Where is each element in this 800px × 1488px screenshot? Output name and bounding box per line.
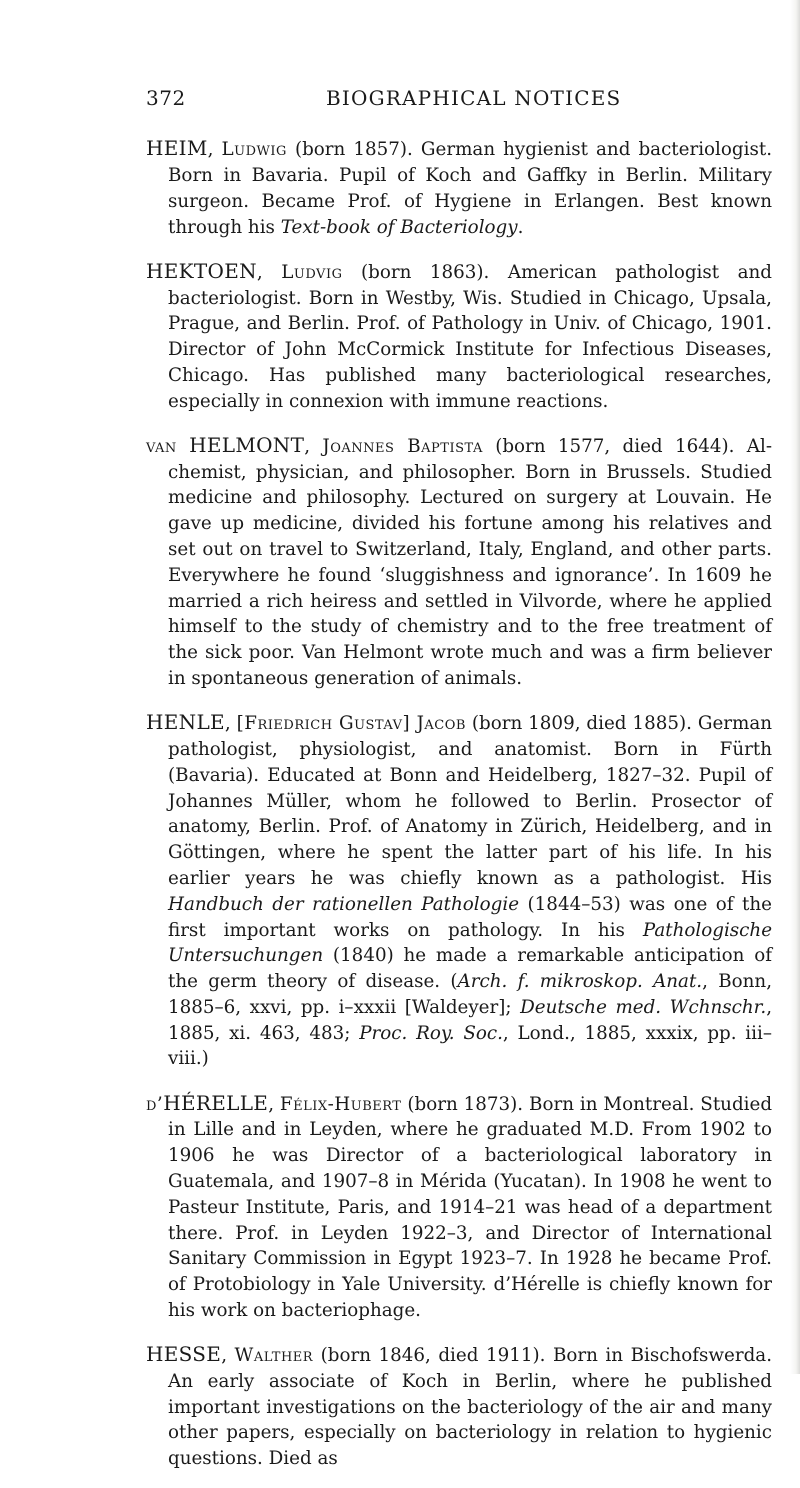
entry-surname: HÉRELLE bbox=[163, 1090, 269, 1115]
entry-text: German pathologist, physiologist, and anatomist. Born in Fürth (Bavaria). Educated at Bonn and Heidelberg, 1827–32. Pupil of Johannes Müller, whom he followed to Berlin. Prosector of anatomy, Berlin. Prof. of Anatomy in Zürich, Heidelberg, and in Göttingen, where he spent the latter part of his life. In his earlier years he was chiefly known as a pathologist. His bbox=[168, 713, 773, 889]
entry-henle: HENLE, [Friedrich Gustav] Jacob (born 1809, died 1885). German pathologist, physiologist, and anatomist. Born in Fürth (Bavaria). Educated at Bonn and Heidelberg, 1827–32. Pupil of Johannes Müller, whom he followed to Berlin. Prosector of anatomy, Berlin. Prof. of Anatomy in Zürich, Heidelberg, and in Göttingen, where he spent the latter part of his life. In his earlier years he was chiefly known as a pathologist. His Handbuch der rationellen Pathologie (1844–53) was one of the first important works on pathology. In his Pathologische Untersuchungen (1840) he made a remarkable anticipation of the germ theory of disease. (Arch. f. mikroskop. Anat., Bonn, 1885–6, xxvi, pp. i–xxxii [Waldeyer]; Deutsche med. Wchnschr., 1885, xi. 463, 483; Proc. Roy. Soc., Lond., 1885, xxxix, pp. iii–viii.) bbox=[146, 710, 773, 1070]
entry-given-name: Félix-Hubert bbox=[279, 1093, 402, 1115]
entry-text: Alchemist, physician, and philosopher. Born in Brussels. Studied medicine and philosophy. Lectured on surgery at Louvain. He gave up medicine, divided his fortune among his relatives and set out on travel to Switzerland, Italy, England, and other parts. Everywhere he found ‘sluggishness and ignorance’. In 1609 he married a rich heiress and settled in Vilvorde, where he applied himself to the study of chemistry and to the free treatment of the sick poor. Van Helmont wrote much and was a firm believer in spontaneous generation of animals. bbox=[168, 435, 772, 690]
running-head-title: BIOGRAPHICAL NOTICES bbox=[326, 86, 622, 110]
page-number: 372 bbox=[146, 86, 186, 110]
entry-text-continued: (1840) he made a remarkable anticipation of the germ theory of disease. ( bbox=[168, 945, 772, 993]
entry-name-prefix: d’ bbox=[146, 1093, 164, 1115]
entry-van-helmont: van HELMONT, Joannes Baptista (born 1577, died 1644). Alchemist, physician, and philosopher. Born in Brussels. Studied medicine and philosophy. Lectured on surgery at Louvain. He gave up medicine, divided his fortune among his relatives and set out on travel to Switzerland, Italy, England, and other parts. Everywhere he found ‘sluggishness and ignorance’. In 1609 he married a rich heiress and settled in Vilvorde, where he applied himself to the study of chemistry and to the free treatment of the sick poor. Van Helmont wrote much and was a firm believer in spontaneous generation of animals. bbox=[146, 432, 772, 690]
entry-dates: (born 1863). bbox=[361, 261, 490, 283]
entry-hektoen: HEKTOEN, Ludvig (born 1863). American pathologist and bacteriologist. Born in Westby, Wis. Studied in Chicago, Upsala, Prague, and Berlin. Prof. of Pathology in Univ. of Chicago, 1901. Director of John McCormick Institute for Infectious Diseases, Chicago. Has published many bacteriological researches, especially in connexion with immune reactions. bbox=[146, 258, 773, 412]
entry-work-title: Text-book of Bacteriology bbox=[280, 216, 518, 238]
entry-text-continued: , Lond., 1885, xxxix, pp. iii–viii.) bbox=[168, 1022, 772, 1070]
entry-d-herelle: d’HÉRELLE, Félix-Hubert (born 1873). Born in Montreal. Studied in Lille and in Leyden, where he graduated M.D. From 1902 to 1906 he was Director of a bacteriological laboratory in Guatemala, and 1907–8 in Mérida (Yucatan). In 1908 he went to Pasteur Institute, Paris, and 1914–21 was head of a department there. Prof. in Leyden 1922–3, and Director of International Sanitary Commission in Egypt 1923–7. In 1928 he became Prof. of Protobiology in Yale University. d’Hérelle is chiefly known for his work on bacteriophage. bbox=[146, 1090, 773, 1321]
entry-hesse: HESSE, Walther (born 1846, died 1911). Born in Bischofswerda. An early associate of Koch in Berlin, where he published important investigations on the bacteriology of the air and many other papers, especially on bacteriology in relation to hygienic questions. Died as bbox=[146, 1342, 773, 1470]
entry-reference: Deutsche med. Wchnschr. bbox=[520, 996, 767, 1018]
entry-dates: (born 1873). bbox=[407, 1093, 524, 1115]
entry-text: Born in Bischofswerda. An early associate of Koch in Berlin, where he published important investigations on the bacteriology of the air and many other papers, especially on bacteriology in relation to hygienic questions. Died as bbox=[168, 1345, 773, 1470]
entry-reference: Proc. Roy. Soc. bbox=[359, 1022, 503, 1044]
biographical-entries bbox=[146, 118, 772, 1488]
entry-surname: HEKTOEN bbox=[146, 258, 257, 283]
entry-dates: (born 1809, died 1885). bbox=[471, 713, 692, 735]
entry-given-name: Joannes Baptista bbox=[322, 435, 483, 457]
entry-dates: (born 1857). bbox=[294, 139, 413, 161]
entry-given-name: Ludvig bbox=[281, 261, 343, 283]
running-head bbox=[146, 86, 772, 114]
entry-surname: HEIM bbox=[146, 136, 208, 161]
entry-given-name: Ludwig bbox=[221, 139, 287, 161]
entry-given-name: Walther bbox=[234, 1345, 314, 1367]
entry-text-continued: (1844–53) was one of the first important works on pathology. In his bbox=[168, 893, 772, 941]
entry-text: American pathologist and bacteriologist. Born in Westby, Wis. Studied in Chicago, Upsala, Prague, and Berlin. Prof. of Pathology in Univ. of Chicago, 1901. Director of John McCormick Institute for Infectious Diseases, Chicago. Has published many bacteriological researches, especially in connexion with immune reactions. bbox=[168, 261, 773, 412]
entry-text: Born in Montreal. Studied in Lille and in Leyden, where he graduated M.D. From 1902 to 1906 he was Director of a bacteriological laboratory in Guatemala, and 1907–8 in Mérida (Yucatan). In 1908 he went to Pasteur Institute, Paris, and 1914–21 was head of a department there. Prof. in Leyden 1922–3, and Director of International Sanitary Commission in Egypt 1923–7. In 1928 he became Prof. of Protobiology in Yale University. d’Hérelle is chiefly known for his work on bacteriophage. bbox=[168, 1093, 773, 1321]
entry-surname: HELMONT bbox=[189, 432, 305, 457]
entry-reference: Arch. f. mikroskop. Anat. bbox=[457, 971, 703, 993]
scan-page-edge bbox=[790, 0, 800, 1374]
entry-surname: HESSE bbox=[146, 1342, 222, 1367]
entry-name-prefix: van bbox=[146, 435, 177, 457]
entry-work-title: Pathologische Untersuchungen bbox=[168, 919, 773, 967]
entry-dates: (born 1577, died 1644). bbox=[495, 435, 735, 457]
entry-text-continued: . bbox=[517, 216, 524, 238]
entry-text-continued: , 1885, xi. 463, 483; bbox=[168, 996, 772, 1044]
entry-given-name: [Friedrich Gustav] Jacob bbox=[236, 713, 466, 735]
entry-text: German hygienist and bacteriologist. Born in Bavaria. Pupil of Koch and Gaffky in Berlin. Military surgeon. Became Prof. of Hygiene in Erlangen. Best known through his bbox=[168, 139, 773, 238]
entry-surname: HENLE bbox=[146, 710, 225, 735]
entry-work-title: Handbuch der rationellen Pathologie bbox=[168, 893, 520, 915]
entry-heim: HEIM, Ludwig (born 1857). German hygienist and bacteriologist. Born in Bavaria. Pupil of Koch and Gaffky in Berlin. Military surgeon. Became Prof. of Hygiene in Erlangen. Best known through his Text-book of Bacteriology. bbox=[146, 136, 773, 238]
entry-dates: (born 1846, died 1911). bbox=[320, 1345, 546, 1367]
entry-text-continued: , Bonn, 1885–6, xxvi, pp. i–xxxii [Waldeyer]; bbox=[168, 971, 773, 1018]
